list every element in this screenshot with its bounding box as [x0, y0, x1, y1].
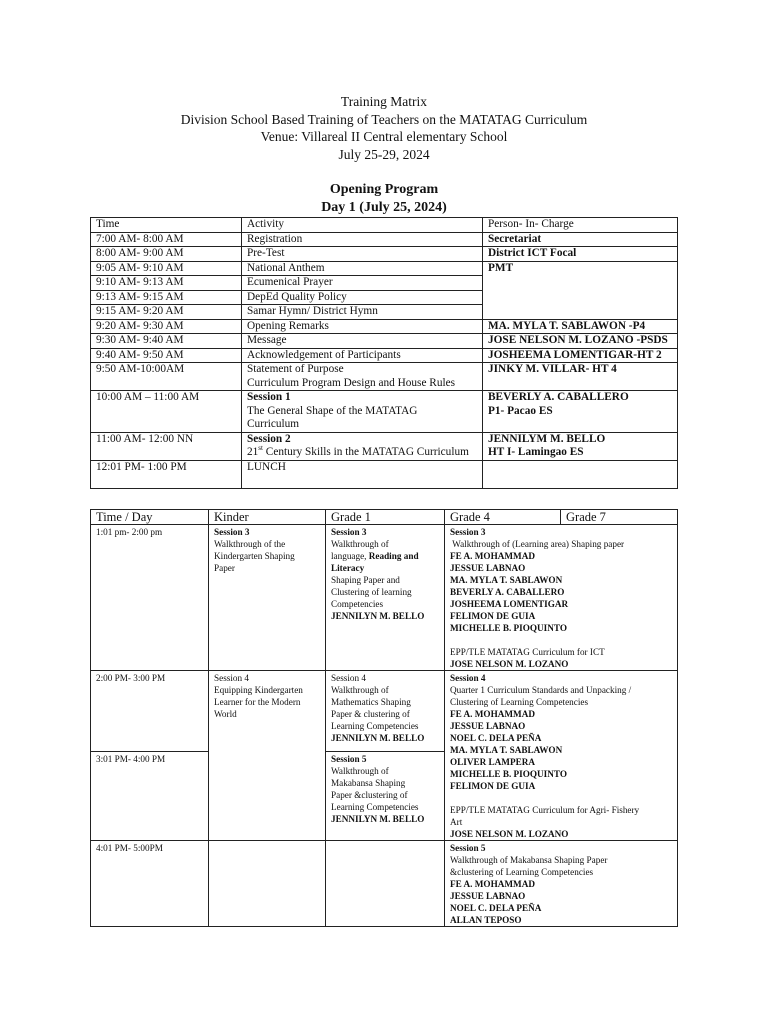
cell-text: Kindergarten Shaping [214, 551, 295, 561]
person-name: BEVERLY A. CABALLERO [488, 391, 629, 403]
cell-text: Paper [214, 563, 235, 573]
row-activity [242, 391, 483, 433]
facilitator-name: JESSUE LABNAO [450, 721, 526, 731]
session-label: Session 3 [214, 527, 250, 537]
session-label: Session 1 [247, 391, 291, 403]
table-row [91, 348, 678, 363]
person-name: JENNILYM M. BELLO [488, 432, 606, 445]
row-time: 9:05 AM- 9:10 AM [91, 261, 242, 276]
grade1-cell [326, 671, 445, 752]
table-row [91, 432, 678, 460]
table-row [91, 363, 678, 391]
row-time: 8:00 AM- 9:00 AM [91, 247, 242, 262]
slot-time: 4:01 PM- 5:00PM [91, 841, 209, 927]
row-person: JOSE NELSON M. LOZANO -PSDS [483, 334, 678, 349]
cell-text: Learner for the Modern [214, 697, 301, 707]
row-activity [242, 363, 483, 391]
activity-line: 21st Century Skills in the MATATAG Curriculum [247, 444, 469, 458]
kinder-cell [209, 671, 326, 841]
row-time: 9:40 AM- 9:50 AM [91, 348, 242, 363]
document-header [0, 93, 768, 163]
person-role: P1- Pacao ES [488, 404, 553, 417]
cell-text: Competencies [331, 599, 384, 609]
cell-text: Mathematics Shaping [331, 697, 411, 707]
cell-text: Equipping Kindergarten [214, 685, 303, 695]
row-activity: DepEd Quality Policy [242, 290, 483, 305]
header-activity: Activity [242, 218, 483, 233]
grade1-cell [326, 841, 445, 927]
row-activity: Opening Remarks [242, 319, 483, 334]
slot-time: 2:00 PM- 3:00 PM [91, 671, 209, 752]
matrix-header-row [91, 510, 678, 525]
epp-title: EPP/TLE MATATAG Curriculum for Agri- Fishery [450, 805, 640, 815]
row-activity: National Anthem [242, 261, 483, 276]
cell-text: &clustering of Learning Competencies [450, 867, 594, 877]
row-person [483, 432, 678, 460]
header-kinder: Kinder [209, 510, 326, 525]
cell-text: Walkthrough of (Learning area) Shaping paper [450, 539, 625, 549]
header-training-name: Division School Based Training of Teachers on the MATATAG Curriculum [180, 111, 588, 127]
facilitator-name: FE A. MOHAMMAD [450, 709, 535, 719]
row-activity: Message [242, 334, 483, 349]
cell-text: Walkthrough of [331, 539, 389, 549]
facilitator-name: JOSHEEMA LOMENTIGAR [450, 599, 569, 609]
header-dates: July 25-29, 2024 [338, 146, 430, 162]
row-time: 9:50 AM-10:00AM [91, 363, 242, 391]
session-label: Session 3 [331, 527, 367, 537]
row-person: JINKY M. VILLAR- HT 4 [483, 363, 678, 391]
facilitator-name: FE A. MOHAMMAD [450, 879, 535, 889]
cell-text: Makabansa Shaping [331, 778, 406, 789]
row-activity: Acknowledgement of Participants [242, 348, 483, 363]
row-activity: LUNCH [242, 460, 483, 488]
activity-line: Curriculum Program Design and House Rules [247, 376, 456, 389]
session-label: Session 3 [450, 527, 486, 537]
session-label: Session 5 [331, 754, 367, 765]
epp-title: Art [450, 817, 463, 827]
table-row [91, 525, 678, 671]
table-row [91, 671, 678, 752]
row-person [483, 391, 678, 433]
table-header-row [91, 218, 678, 233]
facilitator-name: JENNILYN M. BELLO [331, 611, 425, 621]
facilitator-name: JENNILYN M. BELLO [331, 814, 425, 825]
cell-text: Shaping Paper and [331, 575, 400, 585]
cell-text: language, Reading and [331, 551, 419, 561]
cell-text: Clustering of learning [331, 587, 412, 597]
header-grade4: Grade 4 [445, 510, 561, 525]
row-person: PMT [483, 261, 678, 319]
facilitator-name: ALLAN TEPOSO [450, 915, 522, 925]
cell-text: Walkthrough of the [214, 539, 286, 549]
cell-text: Walkthrough of Makabansa Shaping Paper [450, 855, 608, 865]
row-time: 12:01 PM- 1:00 PM [91, 460, 242, 488]
facilitator-name: BEVERLY A. CABALLERO [450, 587, 565, 597]
grade4-7-cell [445, 841, 678, 927]
row-time: 9:13 AM- 9:15 AM [91, 290, 242, 305]
facilitator-name: OLIVER LAMPERA [450, 757, 535, 767]
row-activity [242, 432, 483, 460]
table-row [91, 460, 678, 488]
facilitator-name: MA. MYLA T. SABLAWON [450, 575, 563, 585]
cell-text: Walkthrough of [331, 766, 389, 777]
cell-text: World [214, 709, 237, 719]
opening-program-table [90, 217, 678, 489]
row-person: District ICT Focal [483, 247, 678, 262]
person-role: HT I- Lamingao ES [488, 446, 584, 458]
facilitator-name: NOEL C. DELA PEÑA [450, 733, 542, 743]
session-label: Session 4 [214, 673, 249, 683]
header-grade1: Grade 1 [326, 510, 445, 525]
cell-text: Learning Competencies [331, 721, 419, 731]
facilitator-name: FELIMON DE GUIA [450, 611, 536, 621]
table-row [91, 247, 678, 262]
table-row [91, 261, 678, 276]
table-row [91, 319, 678, 334]
activity-line: Curriculum [247, 418, 300, 430]
kinder-cell [209, 841, 326, 927]
grade4-7-cell [445, 525, 678, 671]
session-label: Session 5 [450, 843, 486, 853]
header-time: Time [91, 218, 242, 233]
epp-title: EPP/TLE MATATAG Curriculum for ICT [450, 647, 605, 657]
row-time: 9:15 AM- 9:20 AM [91, 305, 242, 320]
row-time: 7:00 AM- 8:00 AM [91, 232, 242, 247]
facilitator-name: MICHELLE B. PIOQUINTO [450, 769, 567, 779]
cell-text: Quarter 1 Curriculum Standards and Unpacking / [450, 685, 632, 695]
header-time-day: Time / Day [91, 510, 209, 525]
cell-text: Walkthrough of [331, 685, 389, 695]
session-label: Session 4 [450, 673, 486, 683]
opening-program-day: Day 1 (July 25, 2024) [321, 200, 447, 215]
facilitator-name: JESSUE LABNAO [450, 563, 526, 573]
table-row [91, 391, 678, 433]
grade1-cell [326, 752, 445, 841]
slot-time: 3:01 PM- 4:00 PM [91, 752, 209, 841]
row-person: Secretariat [483, 232, 678, 247]
row-person [483, 460, 678, 488]
row-time: 10:00 AM – 11:00 AM [91, 391, 242, 433]
row-time: 11:00 AM- 12:00 NN [91, 432, 242, 460]
table-row [91, 841, 678, 927]
facilitator-name: JOSE NELSON M. LOZANO [450, 659, 569, 669]
row-person: JOSHEEMA LOMENTIGAR-HT 2 [483, 348, 678, 363]
slot-time: 1:01 pm- 2:00 pm [91, 525, 209, 671]
facilitator-name: JOSE NELSON M. LOZANO [450, 829, 569, 839]
grade1-cell [326, 525, 445, 671]
cell-text: Literacy [331, 563, 365, 573]
opening-program-title: Opening Program [329, 182, 439, 197]
facilitator-name: FE A. MOHAMMAD [450, 551, 535, 561]
header-venue: Venue: Villareal II Central elementary School [260, 129, 508, 144]
header-person: Person- In- Charge [483, 218, 678, 233]
row-activity: Pre-Test [242, 247, 483, 262]
facilitator-name: JENNILYN M. BELLO [331, 733, 425, 743]
facilitator-name: MICHELLE B. PIOQUINTO [450, 623, 567, 633]
table-row [91, 232, 678, 247]
row-time: 9:30 AM- 9:40 AM [91, 334, 242, 349]
kinder-cell [209, 525, 326, 671]
header-grade7: Grade 7 [561, 510, 678, 525]
row-activity: Ecumenical Prayer [242, 276, 483, 291]
row-activity: Samar Hymn/ District Hymn [242, 305, 483, 320]
cell-text: Learning Competencies [331, 802, 419, 813]
cell-text: Clustering of Learning Competencies [450, 697, 589, 707]
table-row [91, 334, 678, 349]
header-title: Training Matrix [340, 94, 428, 109]
row-time: 9:10 AM- 9:13 AM [91, 276, 242, 291]
cell-text: Paper & clustering of [331, 709, 410, 719]
activity-line: Statement of Purpose [247, 363, 344, 375]
cell-text: Paper &clustering of [331, 790, 408, 801]
facilitator-name: MA. MYLA T. SABLAWON [450, 745, 563, 755]
facilitator-name: FELIMON DE GUIA [450, 781, 536, 791]
session-matrix-table [90, 509, 678, 927]
facilitator-name: NOEL C. DELA PEÑA [450, 903, 542, 913]
facilitator-name: JESSUE LABNAO [450, 891, 526, 901]
row-time: 9:20 AM- 9:30 AM [91, 319, 242, 334]
grade4-7-cell [445, 671, 678, 841]
session-label: Session 2 [247, 432, 291, 445]
session-label: Session 4 [331, 673, 366, 683]
row-person: MA. MYLA T. SABLAWON -P4 [483, 319, 678, 334]
activity-line: The General Shape of the MATATAG [247, 404, 418, 417]
row-activity: Registration [242, 232, 483, 247]
